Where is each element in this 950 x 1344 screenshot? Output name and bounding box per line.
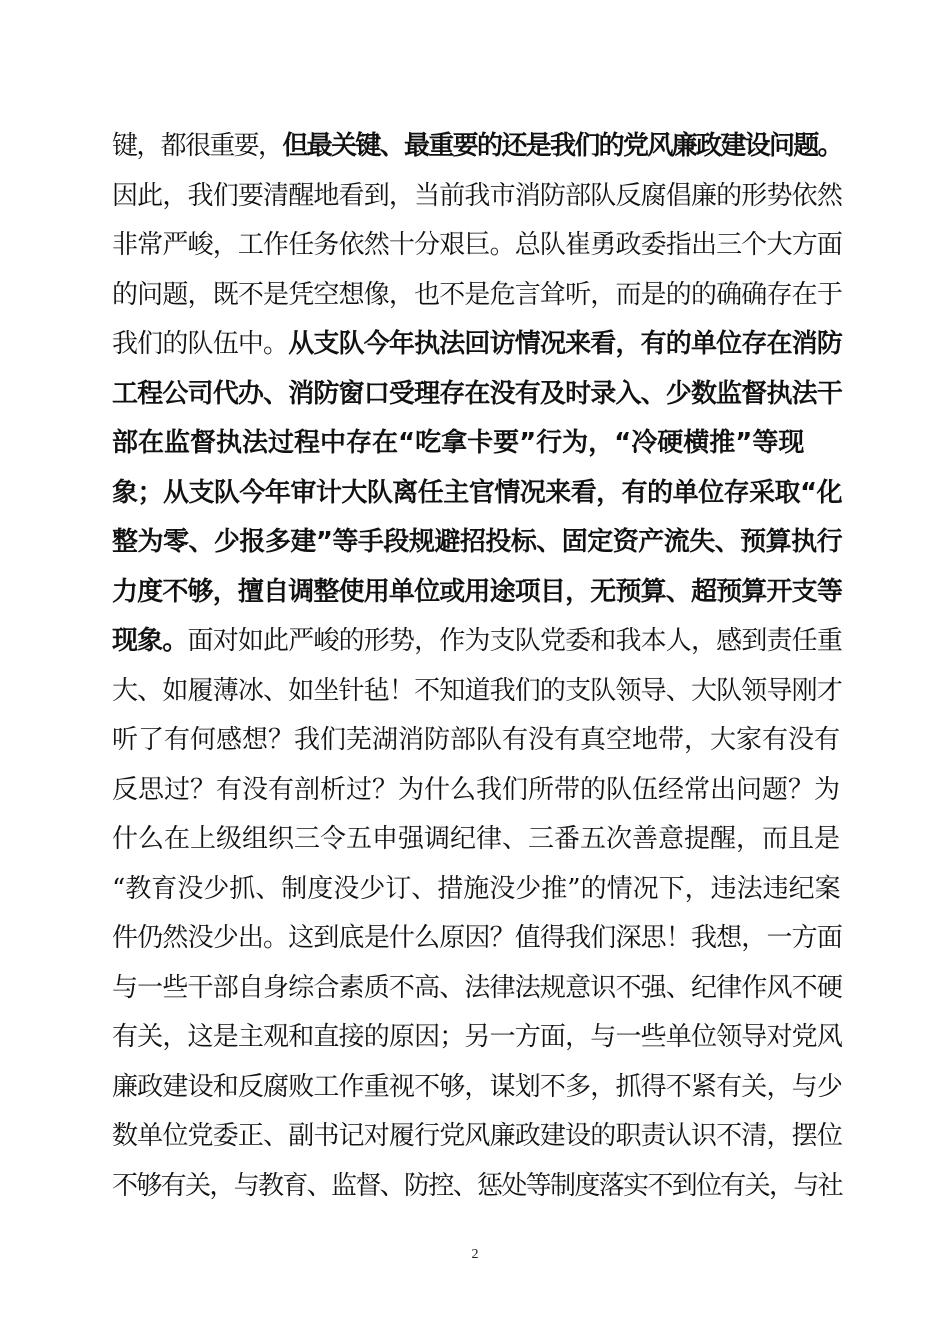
- text-line: [112, 1063, 842, 1113]
- bold-text-run: 从支队今年执法回访情况来看，有的单位存在消防: [288, 329, 843, 359]
- text-run: 听了有何感想？我们芜湖消防部队有没有真空地带，大家有没有: [112, 725, 841, 755]
- text-line: [112, 518, 842, 568]
- text-line: [112, 1013, 842, 1063]
- text-run: 非常严峻，工作任务依然十分艰巨。总队崔勇政委指出三个大方面: [112, 230, 843, 260]
- bold-text-run: 力度不够，擅自调整使用单位或用途项目，无预算、超预算开支等: [112, 576, 843, 607]
- bold-text-run: 部在监督执法过程中存在“吃拿卡要”行为，“冷硬横推”等现: [112, 428, 805, 458]
- text-line: [112, 766, 842, 816]
- text-run: 件仍然没少出。这到底是什么原因？值得我们深思！我想，一方面: [112, 923, 843, 953]
- text-line: [112, 716, 842, 766]
- text-line: [112, 914, 842, 964]
- body-text: [112, 122, 842, 1211]
- bold-text-run: 现象。: [112, 626, 188, 656]
- text-line: [112, 568, 842, 618]
- text-run: 不够有关，与教育、监督、防控、惩处等制度落实不到位有关，与社: [112, 1170, 843, 1201]
- text-run: 有关，这是主观和直接的原因；另一方面，与一些单位领导对党风: [112, 1022, 843, 1052]
- text-line: [112, 419, 842, 469]
- text-run: 键，都很重要，: [112, 131, 283, 161]
- bold-text-run: 象；从支队今年审计大队离任主官情况来看，有的单位存采取“化: [112, 477, 843, 508]
- text-run: 数单位党委正、副书记对履行党风廉政建设的职责认识不清，摆位: [112, 1121, 843, 1151]
- text-line: [112, 617, 842, 667]
- page-number: 2: [471, 1247, 479, 1262]
- text-run: 因此，我们要清醒地看到，当前我市消防部队反腐倡廉的形势依然: [112, 180, 843, 211]
- text-line: [112, 469, 842, 519]
- text-run: 面对如此严峻的形势，作为支队党委和我本人，感到责任重: [187, 626, 843, 656]
- text-run: “教育没少抓、制度没少订、措施没少推”的情况下，违法违纪案: [112, 873, 841, 904]
- text-run: 什么在上级组织三令五申强调纪律、三番五次善意提醒，而且是: [112, 824, 841, 854]
- bold-text-run: 但最关键、最重要的还是我们的党风廉政建设问题。: [282, 131, 843, 161]
- bold-text-run: 工程公司代办、消防窗口受理存在没有及时录入、少数监督执法干: [112, 378, 843, 409]
- text-line: [112, 865, 842, 915]
- text-line: [112, 172, 842, 222]
- text-run: 大、如履薄冰、如坐针毡！不知道我们的支队领导、大队领导刚才: [112, 675, 843, 706]
- text-run: 反思过？有没有剖析过？为什么我们所带的队伍经常出问题？为: [112, 774, 841, 805]
- text-line: [112, 1162, 842, 1212]
- text-line: [112, 122, 842, 172]
- text-run: 与一些干部自身综合素质不高、法律法规意识不强、纪律作风不硬: [112, 972, 843, 1003]
- text-line: [112, 667, 842, 717]
- bold-text-run: 整为零、少报多建”等手段规避招投标、固定资产流失、预算执行: [112, 527, 843, 557]
- text-run: 的问题，既不是凭空想像，也不是危言耸听，而是的的确确存在于: [112, 279, 843, 310]
- text-line: [112, 221, 842, 271]
- text-line: [112, 964, 842, 1014]
- text-line: [112, 1112, 842, 1162]
- text-line: [112, 370, 842, 420]
- text-line: [112, 271, 842, 321]
- text-line: [112, 815, 842, 865]
- text-line: [112, 320, 842, 370]
- text-run: 我们的队伍中。: [112, 329, 289, 359]
- text-run: 廉政建设和反腐败工作重视不够，谋划不多，抓得不紧有关，与少: [112, 1071, 843, 1102]
